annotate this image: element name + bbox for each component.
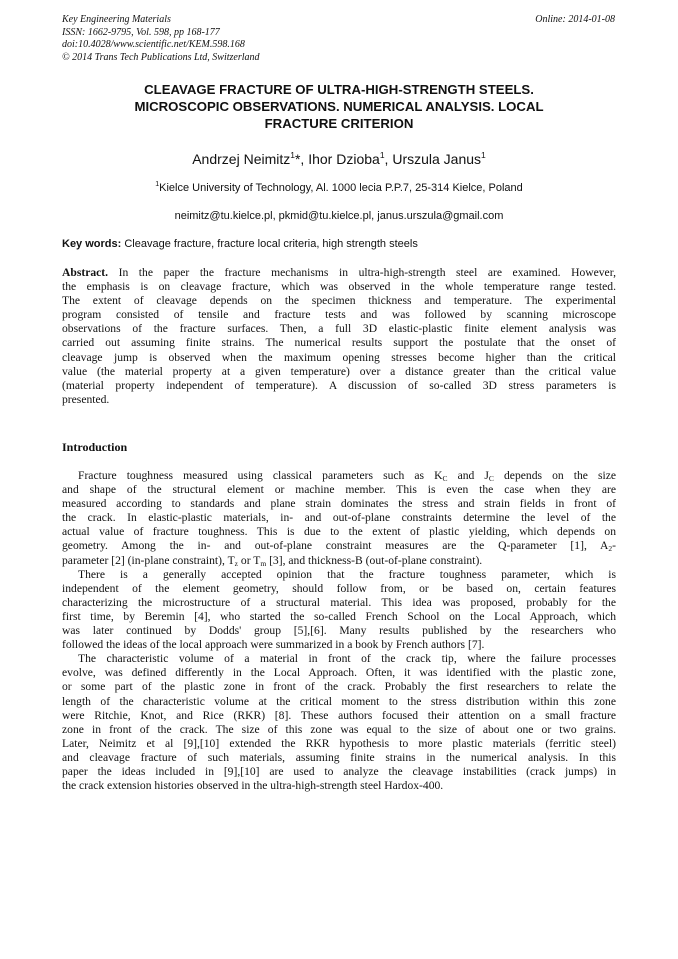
abstract-line: cleavage jump is observed when the maximum opening stresses become higher than the critical [62,350,616,364]
title-line: CLEAVAGE FRACTURE OF ULTRA-HIGH-STRENGTH STEELS. [144,82,534,97]
paragraph-line: zone in front of the crack. The size of this zone was equal to the size of about one or two grains. [62,722,616,736]
affiliation-marker: 1 [481,150,486,160]
paragraph-line: characterizing the microstructure of a structural material. This idea was proposed, probably for the [62,595,616,609]
doi-line: doi:10.4028/www.scientific.net/KEM.598.168 [62,39,245,50]
author-emails: neimitz@tu.kielce.pl, pkmid@tu.kielce.pl, janus.urszula@gmail.com [174,210,504,222]
affiliation-marker: 1 [379,150,385,160]
paragraph-line: Later, Neimitz et al [9],[10] extended the RKR hypothesis to more plastic materials (ferritic steel) [62,736,616,750]
abstract-line: The extent of cleavage depends on the specimen thickness and temperature. The experimental [62,294,616,308]
paragraph-line: geometry. Among the in- and out-of-plane constraint measures are the Q-parameter [1], $A_2-$ [62,539,616,554]
author-name: Ihor Dzioba [308,151,380,167]
title-line: FRACTURE CRITERION [264,116,414,131]
paragraph-line: and shape of the structural element or machine member. This is even the case when they are [62,483,616,497]
paragraph-line: actual value of fracture toughness. This is due to the extent of plastic yielding, which depends on [62,525,616,539]
paragraph-line: There is a generally accepted opinion that the fracture toughness parameter, which is [78,567,616,581]
paragraph-line: length of the characteristic volume at the critical moment to the stress distribution within this zone [62,694,616,708]
abstract-line: the emphasis is on cleavage fracture, which was observed in the whole temperature range tested. [62,280,616,294]
author-separator: , [384,151,393,167]
paragraph-line: followed the ideas of the local approach were summarized in a book by French authors [7]. [62,638,485,652]
abstract-line: value (the material property at a given temperature) over a distance greater than the critical value [62,364,616,378]
online-date: Online: 2014-01-08 [535,14,615,25]
keywords-label: Key words: [62,238,122,250]
copyright-line: © 2014 Trans Tech Publications Ltd, Switzerland [62,51,260,63]
abstract-label: Abstract. [62,266,109,279]
abstract-line: program consisted of tensile and fracture tests and was followed by scanning microscope [62,308,616,322]
paragraph-line: or some part of the plastic zone in front of the crack. Probably the first researchers to relate the [62,680,616,694]
author-name: Andrzej Neimitz [192,151,291,167]
affiliation-marker: 1 [155,181,160,188]
keywords [62,237,418,251]
paragraph-line: paper the ideas included in [9],[10] are used to analyze the cleavage instabilities (crack jumps) in [62,764,616,778]
journal-name: Key Engineering Materials [62,14,171,25]
abstract-line: observations of the fracture surfaces. Then, a full 3D elastic-plastic finite element analysis was [62,322,616,336]
paragraph-line: was later continued by Dodds' group [5],[6]. Many results published by the researchers who [62,624,616,638]
section-heading: Introduction [62,440,128,454]
author-name: Urszula Janus [392,151,482,167]
abstract-line: carried out assuming finite strains. The numerical results support the postulate that the onset of [62,336,616,350]
affiliation-marker: 1 [290,150,295,160]
affiliation-text: Kielce University of Technology, Al. 1000 lecia P.P.7, 25-314 Kielce, Poland [159,182,523,194]
paragraph-line: The characteristic volume of a material in front of the crack tip, where the failure processes [78,652,616,666]
keywords-text: Cleavage fracture, fracture local criteria, high strength steels [121,238,418,250]
paragraph-line: were Ritchie, Knot, and Rice (RKR) [8]. These authors focused their attention on a small fracture [62,708,616,722]
author-list [62,150,616,168]
paragraph-line: measured according to standards and plane strain dominates the stress and strain fields in front of [62,497,616,511]
paragraph-line: independent of the element geometry, should follow from, or be based on, certain features [62,581,616,595]
issn-line: ISSN: 1662-9795, Vol. 598, pp 168-177 [62,26,220,38]
abstract-line: presented. [62,392,110,406]
paragraph-line: the crack extension histories observed in the ultra-high-strength steel Hardox-400. [62,779,444,793]
abstract-line: Abstract. In the paper the fracture mechanisms in ultra-high-strength steel are examined. However, [62,266,616,279]
abstract-line: (material property independent of temperature). A discussion of so-called 3D stress parameters is [62,378,616,392]
paragraph-line: first time, by Beremin [4], who started the so-called French School on the Local Approach, which [62,609,616,623]
paper-title [62,81,616,132]
introduction-body [62,469,616,793]
title-line: MICROSCOPIC OBSERVATIONS. NUMERICAL ANALYSIS. LOCAL [134,99,544,114]
paragraph-line: and cleavage fracture of such materials, assuming finite strains in the numerical analysis. In this [62,750,616,764]
abstract [62,266,616,407]
paragraph-line: parameter [2] (in-plane constraint), $T_z$ or $T_m$ [3], and thickness-B (out-of-plane constraint). [62,553,483,568]
affiliation [62,181,616,195]
paragraph-line: the crack. In elastic-plastic materials, in- and out-of-plane constraints determine the level of the [62,511,616,525]
journal-header [62,14,260,64]
corresponding-marker: *, [294,151,309,167]
paragraph-line: Fracture toughness measured using classical parameters such as $K_C$ and $J_C$ depends on the size [78,469,616,483]
paragraph-line: evolve, was defined differently in the Local Approach. Often, it was identified with the plastic zone, [62,666,616,680]
